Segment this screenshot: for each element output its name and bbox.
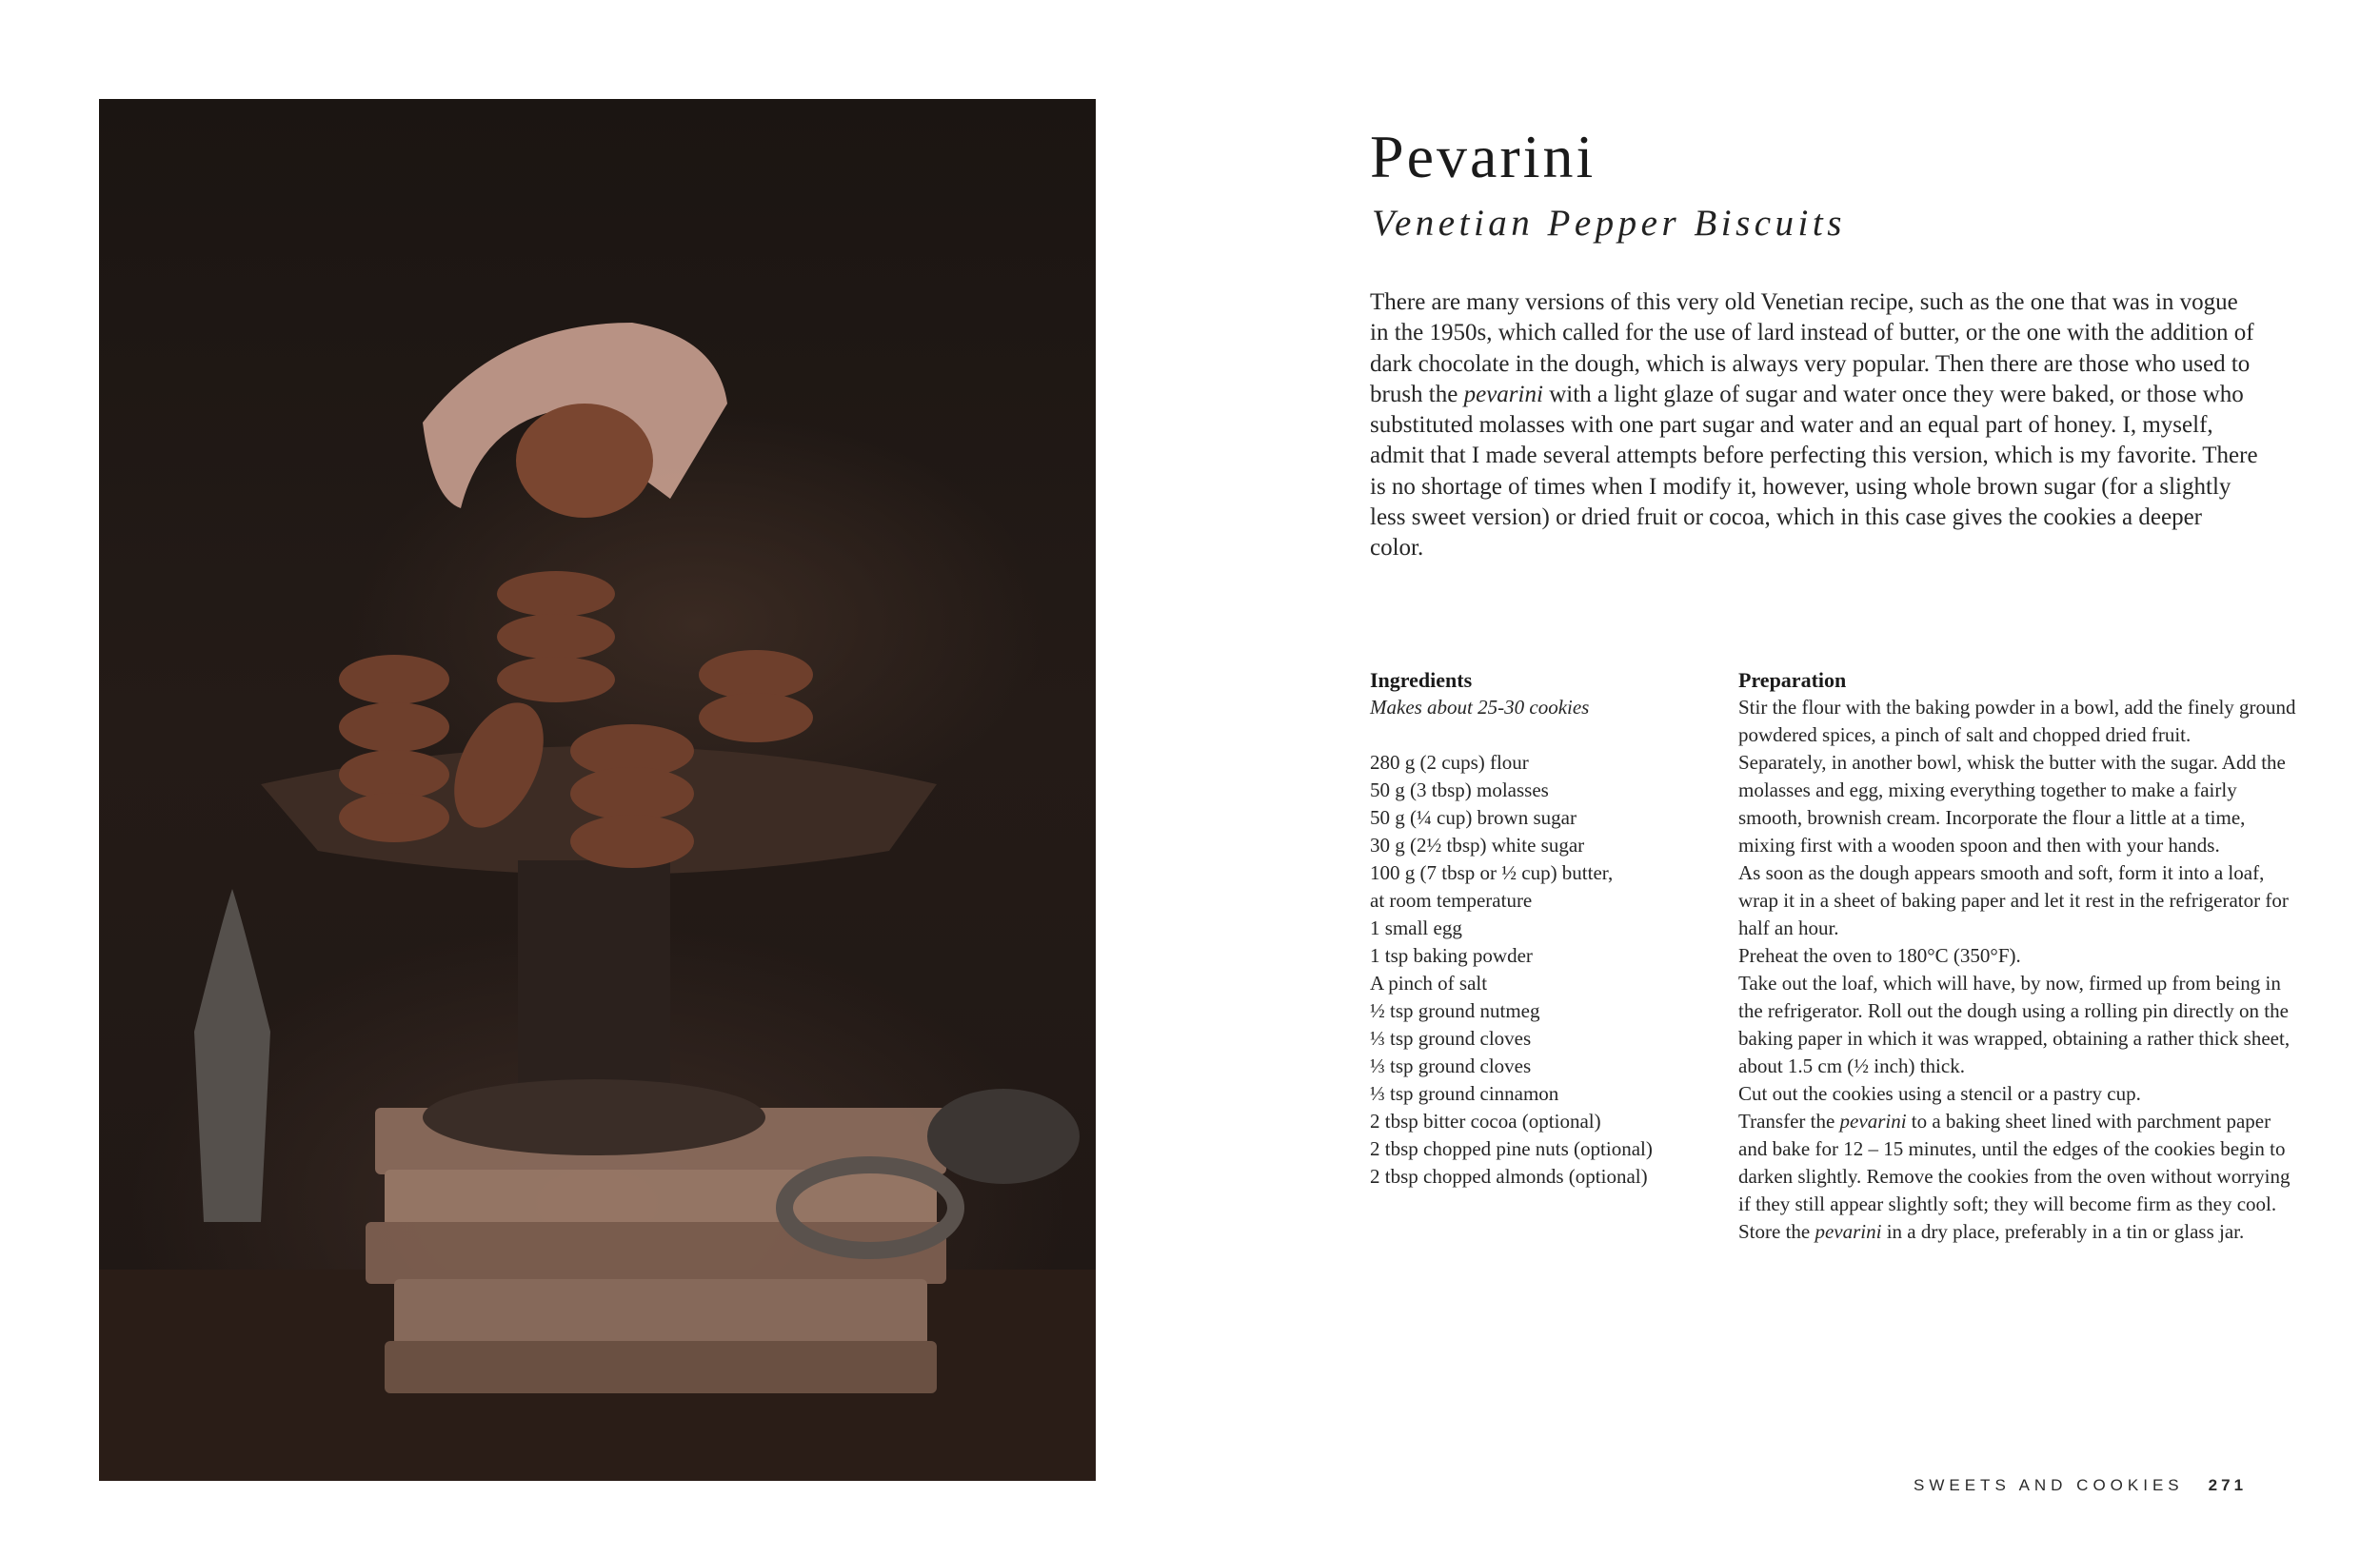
ingredient-item: ½ tsp ground nutmeg [1370,999,1540,1022]
step-italic-pevarini: pevarini [1815,1220,1882,1243]
preparation-step: Preheat the oven to 180°C (350°F). [1738,944,2021,967]
ingredient-item: 50 g (¼ cup) brown sugar [1370,806,1577,829]
preparation-step: Separately, in another bowl, whisk the butter with the sugar. Add the molasses and egg, mixing everything together to make a fairly smooth, brownish cream. Incorporate the flour a little at a time, mixing first with a wooden spoon and then with your hands. [1738,751,2286,857]
preparation-step: Stir the flour with the baking powder in a bowl, add the finely ground powdered spices, a pinch of salt and chopped dried fruit. [1738,696,2296,746]
ingredient-item: 2 tbsp chopped pine nuts (optional) [1370,1137,1653,1160]
ingredient-item: 50 g (3 tbsp) molasses [1370,778,1549,801]
cookies-photo [99,99,1096,1481]
preparation-step: As soon as the dough appears smooth and soft, form it into a loaf, wrap it in a sheet of baking paper and let it rest in the refrigerator for half an hour. [1738,861,2289,939]
recipe-intro [1370,287,2260,564]
ingredient-item: 1 tsp baking powder [1370,944,1533,967]
step-text: Transfer the [1738,1110,1840,1133]
footer-section: SWEETS AND COOKIES [1914,1476,2184,1494]
preparation-step [1738,1108,2300,1246]
ingredient-item: ⅓ tsp ground cloves [1370,1027,1532,1050]
ingredient-item: 1 small egg [1370,916,1462,939]
ingredient-item: 2 tbsp chopped almonds (optional) [1370,1165,1648,1188]
cookies-illustration [99,99,1096,1481]
ingredient-item: 280 g (2 cups) flour [1370,751,1529,774]
page-number: 271 [2208,1476,2248,1494]
recipe-subtitle: Venetian Pepper Biscuits [1372,203,1846,244]
step-text: to a baking sheet lined with parchment paper and bake for 12 – 15 minutes, until the edges of the cookies begin to darken slightly. Remove the cookies from the oven without worrying if they still appear slightly soft; they will become firm as they cool. Store the [1738,1110,2291,1243]
ingredients-heading: Ingredients [1370,668,1473,692]
preparation-step: Cut out the cookies using a stencil or a pastry cup. [1738,1082,2141,1105]
ingredients-column [1370,666,1703,1191]
ingredient-item: ⅓ tsp ground cloves [1370,1054,1532,1077]
ingredient-item: 2 tbsp bitter cocoa (optional) [1370,1110,1601,1133]
ingredient-item: A pinch of salt [1370,972,1488,995]
step-italic-pevarini: pevarini [1839,1110,1907,1133]
intro-text-2: with a light glaze of sugar and water once they were baked, or those who substituted molasses with one part sugar and water and an equal part of honey. I, myself, admit that I made several attempts before perfecting this version, which is my favorite. There is no shortage of times when I modify it, however, using whole brown sugar (for a slightly less sweet version) or dried fruit or cocoa, which in this case gives the cookies a deeper color. [1370,381,2258,562]
ingredient-item: ⅓ tsp ground cinnamon [1370,1082,1559,1105]
ingredient-item: 100 g (7 tbsp or ½ cup) butter, [1370,861,1614,884]
ingredients-yield: Makes about 25-30 cookies [1370,696,1590,719]
recipe-title: Pevarini [1370,123,1597,190]
intro-text-1: There are many versions of this very old Venetian recipe, such as the one that was in vogue in the 1950s, which called for the use of lard instead of butter, or the one with the addition of dark chocolate in the dough, which is always very popular. Then there are those who used to brush the [1370,289,2254,407]
preparation-step: Take out the loaf, which will have, by now, firmed up from being in the refrigerator. Roll out the dough using a rolling pin directly on the baking paper in which it was wrapped, obtaining a rather thick sheet, about 1.5 cm (½ inch) thick. [1738,972,2291,1077]
page-footer [1914,1476,2247,1495]
ingredients-list [1370,749,1703,1191]
ingredient-item: 30 g (2½ tbsp) white sugar [1370,834,1585,857]
ingredient-item: at room temperature [1370,889,1533,912]
intro-italic-pevarini: pevarini [1463,381,1543,407]
preparation-column [1738,666,2300,1246]
preparation-heading: Preparation [1738,668,1847,692]
step-text: in a dry place, preferably in a tin or glass jar. [1881,1220,2245,1243]
